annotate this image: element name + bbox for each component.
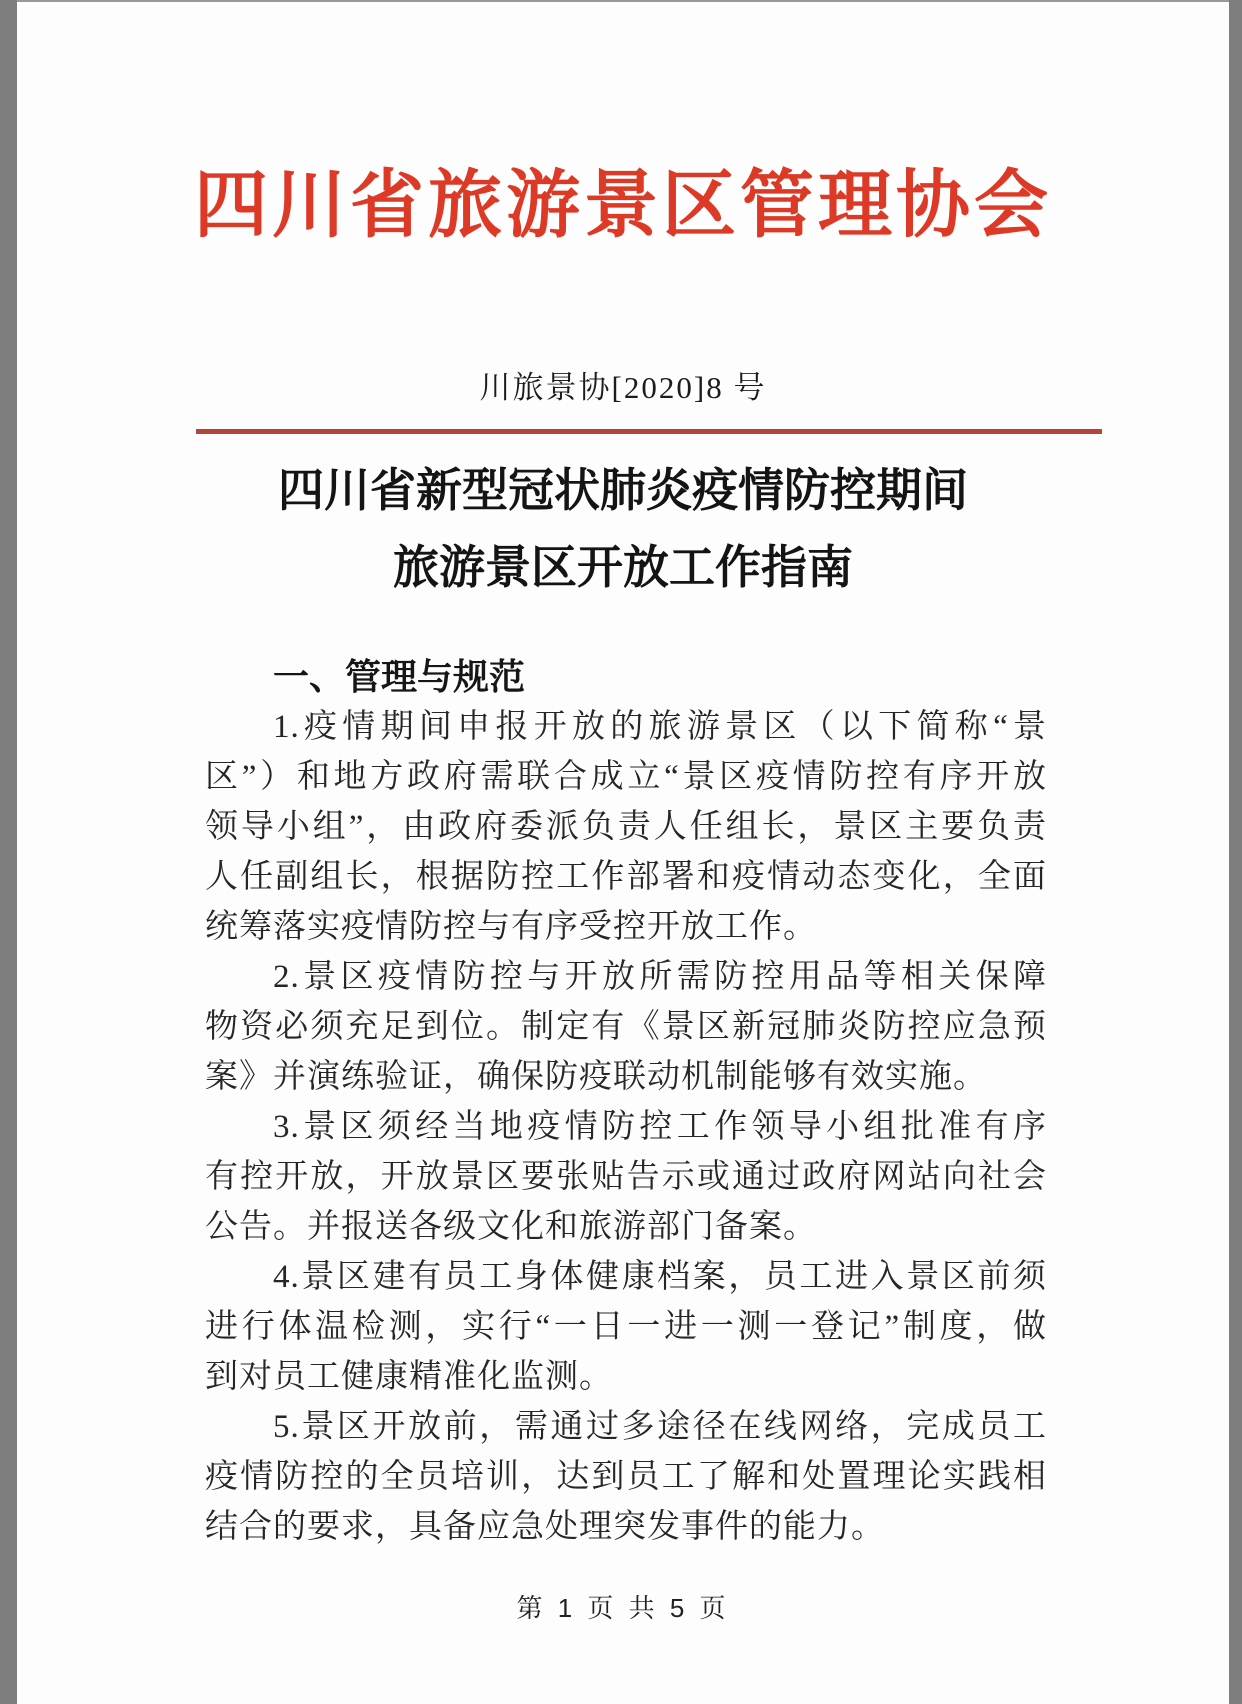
body-line: 到对员工健康精准化监测。 xyxy=(205,1359,613,1395)
body-line: 5.景区开放前，需通过多途径在线网络，完成员工 xyxy=(273,1409,1047,1445)
body-line: 领导小组”，由政府委派负责人任组长，景区主要负责 xyxy=(205,809,1047,845)
paragraph xyxy=(205,1402,1047,1552)
red-rule xyxy=(196,429,1102,434)
doc-title xyxy=(17,452,1229,606)
right-gutter xyxy=(1229,0,1242,1704)
doc-title-line-2: 旅游景区开放工作指南 xyxy=(393,541,853,593)
body-line: 物资必须充足到位。制定有《景区新冠肺炎防控应急预 xyxy=(205,1009,1047,1045)
doc-title-line-1: 四川省新型冠状肺炎疫情防控期间 xyxy=(278,464,968,516)
body-line: 进行体温检测，实行“一日一进一测一登记”制度，做 xyxy=(205,1309,1047,1345)
body-line: 3.景区须经当地疫情防控工作领导小组批准有序 xyxy=(273,1109,1047,1145)
doc-number: 川旅景协[2020]8 号 xyxy=(479,370,767,405)
body-line: 公告。并报送各级文化和旅游部门备案。 xyxy=(205,1209,817,1245)
left-gutter xyxy=(0,0,17,1704)
body-line: 疫情防控的全员培训，达到员工了解和处置理论实践相 xyxy=(205,1459,1047,1495)
body-line: 区”）和地方政府需联合成立“景区疫情防控有序开放 xyxy=(205,759,1047,795)
body-line: 4.景区建有员工身体健康档案，员工进入景区前须 xyxy=(273,1259,1047,1295)
body-line: 有控开放，开放景区要张贴告示或通过政府网站向社会 xyxy=(205,1159,1047,1195)
section-heading: 一、管理与规范 xyxy=(273,656,526,697)
paragraph xyxy=(205,952,1047,1102)
body-line: 2.景区疫情防控与开放所需防控用品等相关保障 xyxy=(273,959,1047,995)
body-line: 统筹落实疫情防控与有序受控开放工作。 xyxy=(205,909,817,945)
body-line: 1.疫情期间申报开放的旅游景区（以下简称“景 xyxy=(273,709,1047,745)
body-line: 人任副组长，根据防控工作部署和疫情动态变化，全面 xyxy=(205,859,1047,895)
paragraph xyxy=(205,1102,1047,1252)
page-footer: 第 1 页 共 5 页 xyxy=(516,1593,730,1623)
org-name: 四川省旅游景区管理协会 xyxy=(194,165,1052,247)
paragraphs xyxy=(205,702,1047,1552)
scan-top-edge xyxy=(17,0,1229,2)
body-line: 案》并演练验证，确保防疫联动机制能够有效实施。 xyxy=(205,1059,987,1095)
paragraph xyxy=(205,702,1047,952)
paragraph xyxy=(205,1252,1047,1402)
body-block xyxy=(205,652,1047,1552)
body-line: 结合的要求，具备应急处理突发事件的能力。 xyxy=(205,1509,885,1545)
